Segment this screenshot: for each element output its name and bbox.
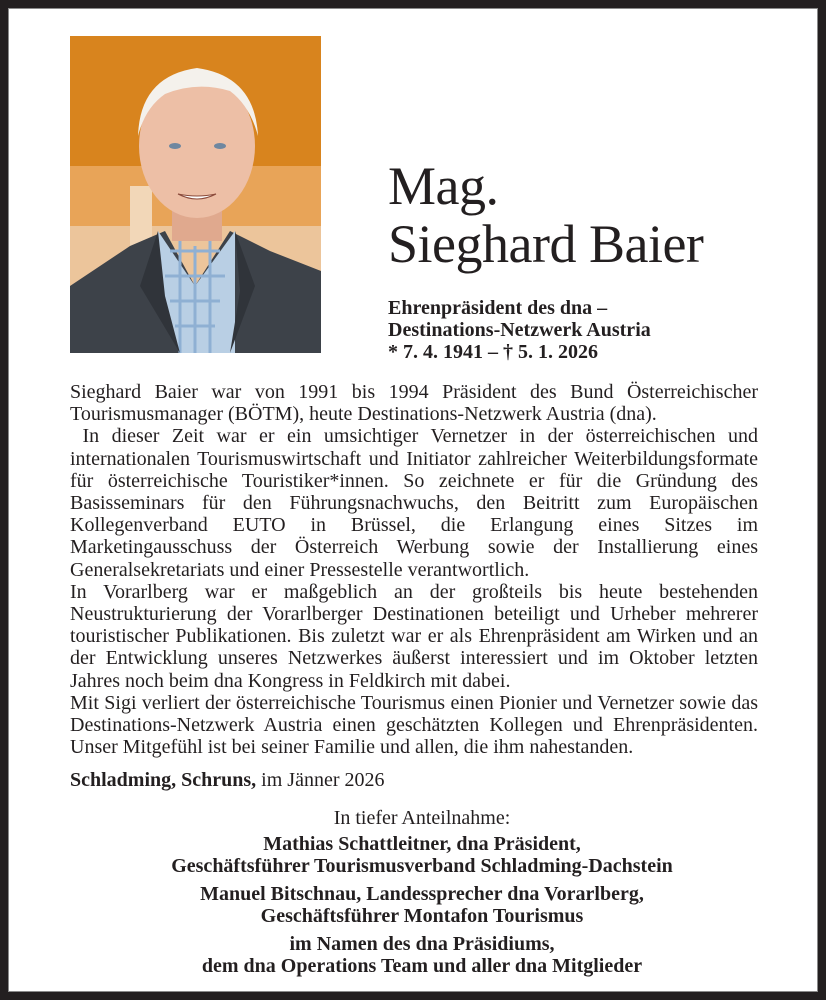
mourner-line: Geschäftsführer Tourismusverband Schladming-Dachstein: [171, 855, 673, 877]
role-line-2: Destinations-Netzwerk Austria: [388, 319, 651, 341]
paragraph: Mit Sigi verliert der österreichische Tourismus einen Pionier und Vernetzer sowie das Destinations-Netzwerk Austria einen geschätzten Kollegen und Ehrenpräsidenten. Unser Mitgefühl ist bei seiner Familie und allen, die ihm nahestanden.: [70, 691, 758, 759]
portrait-photo: [70, 36, 321, 353]
role-block: [388, 297, 651, 363]
life-dates: * 7. 4. 1941 – † 5. 1. 2026: [388, 341, 598, 363]
mourner-block: [17, 933, 826, 977]
role-line-1: Ehrenpräsident des dna –: [388, 297, 608, 319]
mourner-line: dem dna Operations Team und aller dna Mitglieder: [201, 955, 643, 977]
condolence-intro: In tiefer Anteilnahme:: [333, 807, 511, 829]
place-and-date: [70, 769, 384, 792]
place-cities: Schladming, Schruns,: [70, 769, 257, 791]
mourner-block: [17, 883, 826, 927]
paragraph: In dieser Zeit war er ein umsichtiger Vernetzer in der österreichischen und internationalen Tourismuswirtschaft und Initiator zahlreicher Weiterbildungsformate für österreichische Touristiker*innen. So zeichnete er für die Gründung des Basisseminars für den Führungsnachwuchs, den Beitritt zum Europäischen Kollegenverband EUTO in Brüssel, die Erlangung eines Sitzes im Marketingausschuss der Österreich Werbung sowie der Installierung eines Generalsekretariats und einer Pressestelle verantwortlich.: [70, 425, 764, 581]
mourner-line: im Namen des dna Präsidiums,: [289, 933, 555, 955]
academic-title: Mag.: [388, 156, 499, 216]
deceased-name-heading: [388, 157, 703, 273]
paragraph: In Vorarlberg war er maßgeblich an der großteils bis heute bestehenden Neustrukturierung der Vorarlberger Destinationen beteiligt und Urheber mehrerer touristischer Publikationen. Bis zuletzt war er als Ehrenpräsident am Wirken und an der Entwicklung unseres Netzwerkes äußerst interessiert und im Oktober letzten Jahres noch beim dna Kongress in Feldkirch mit dabei.: [70, 580, 758, 692]
mourner-block: [17, 833, 826, 877]
full-name: Sieghard Baier: [388, 214, 704, 274]
mourner-line: Mathias Schattleitner, dna Präsident,: [263, 833, 581, 855]
paragraph: Sieghard Baier war von 1991 bis 1994 Präsident des Bund Österreichischer Tourismusmanager (BÖTM), heute Destinations-Netzwerk Austria (dna).: [70, 381, 758, 426]
obituary-text: [70, 381, 764, 759]
place-date: im Jänner 2026: [256, 769, 385, 791]
mourner-line: Manuel Bitschnau, Landessprecher dna Vorarlberg,: [200, 883, 644, 905]
obituary-page: [8, 8, 818, 992]
mourner-line: Geschäftsführer Montafon Tourismus: [260, 905, 584, 927]
